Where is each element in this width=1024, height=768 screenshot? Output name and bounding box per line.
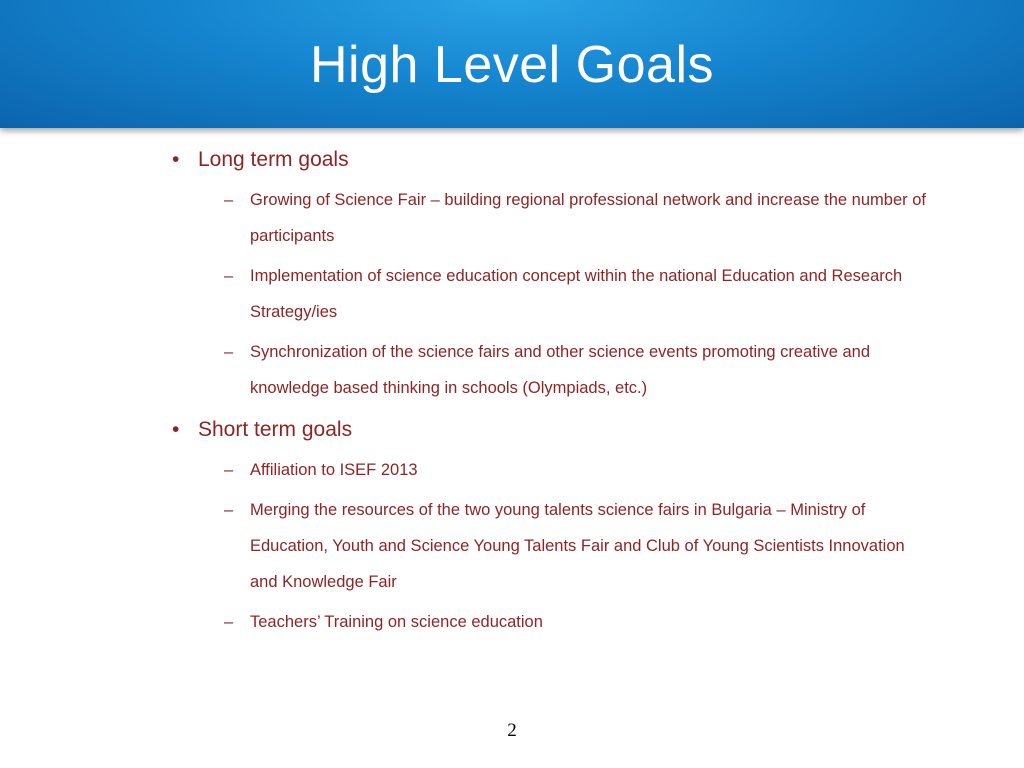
section-long-term [172, 142, 932, 178]
slide-title: High Level Goals [310, 36, 714, 94]
list-item [172, 182, 932, 254]
bullet-icon: • [172, 148, 180, 171]
dash-icon: – [224, 343, 234, 361]
list-item-text: Teachers’ Training on science education [250, 613, 543, 631]
section-heading: Short term goals [198, 418, 353, 441]
dash-icon: – [224, 191, 234, 209]
dash-icon: – [224, 501, 234, 519]
bullet-icon: • [172, 418, 180, 441]
list-item-text: Growing of Science Fair – building regional professional network and increase the number of participants [250, 191, 926, 245]
list-item [172, 452, 932, 488]
dash-icon: – [224, 267, 234, 285]
slide-content [172, 142, 932, 640]
list-item [172, 492, 932, 600]
list-item [172, 604, 932, 640]
list-item-text: Implementation of science education concept within the national Education and Research Strategy/ies [250, 267, 903, 321]
page-number: 2 [507, 720, 517, 741]
list-item [172, 334, 932, 406]
list-item-text: Synchronization of the science fairs and other science events promoting creative and knowledge based thinking in schools (Olympiads, etc.) [250, 343, 871, 397]
dash-icon: – [224, 613, 234, 631]
section-heading: Long term goals [198, 148, 349, 171]
list-item [172, 258, 932, 330]
section-short-term [172, 412, 932, 448]
dash-icon: – [224, 461, 234, 479]
list-item-text: Merging the resources of the two young talents science fairs in Bulgaria – Ministry of Education, Youth and Science Young Talents Fair and Club of Young Scientists Innovation and Knowledge Fair [250, 501, 905, 591]
list-item-text: Affiliation to ISEF 2013 [250, 461, 418, 479]
